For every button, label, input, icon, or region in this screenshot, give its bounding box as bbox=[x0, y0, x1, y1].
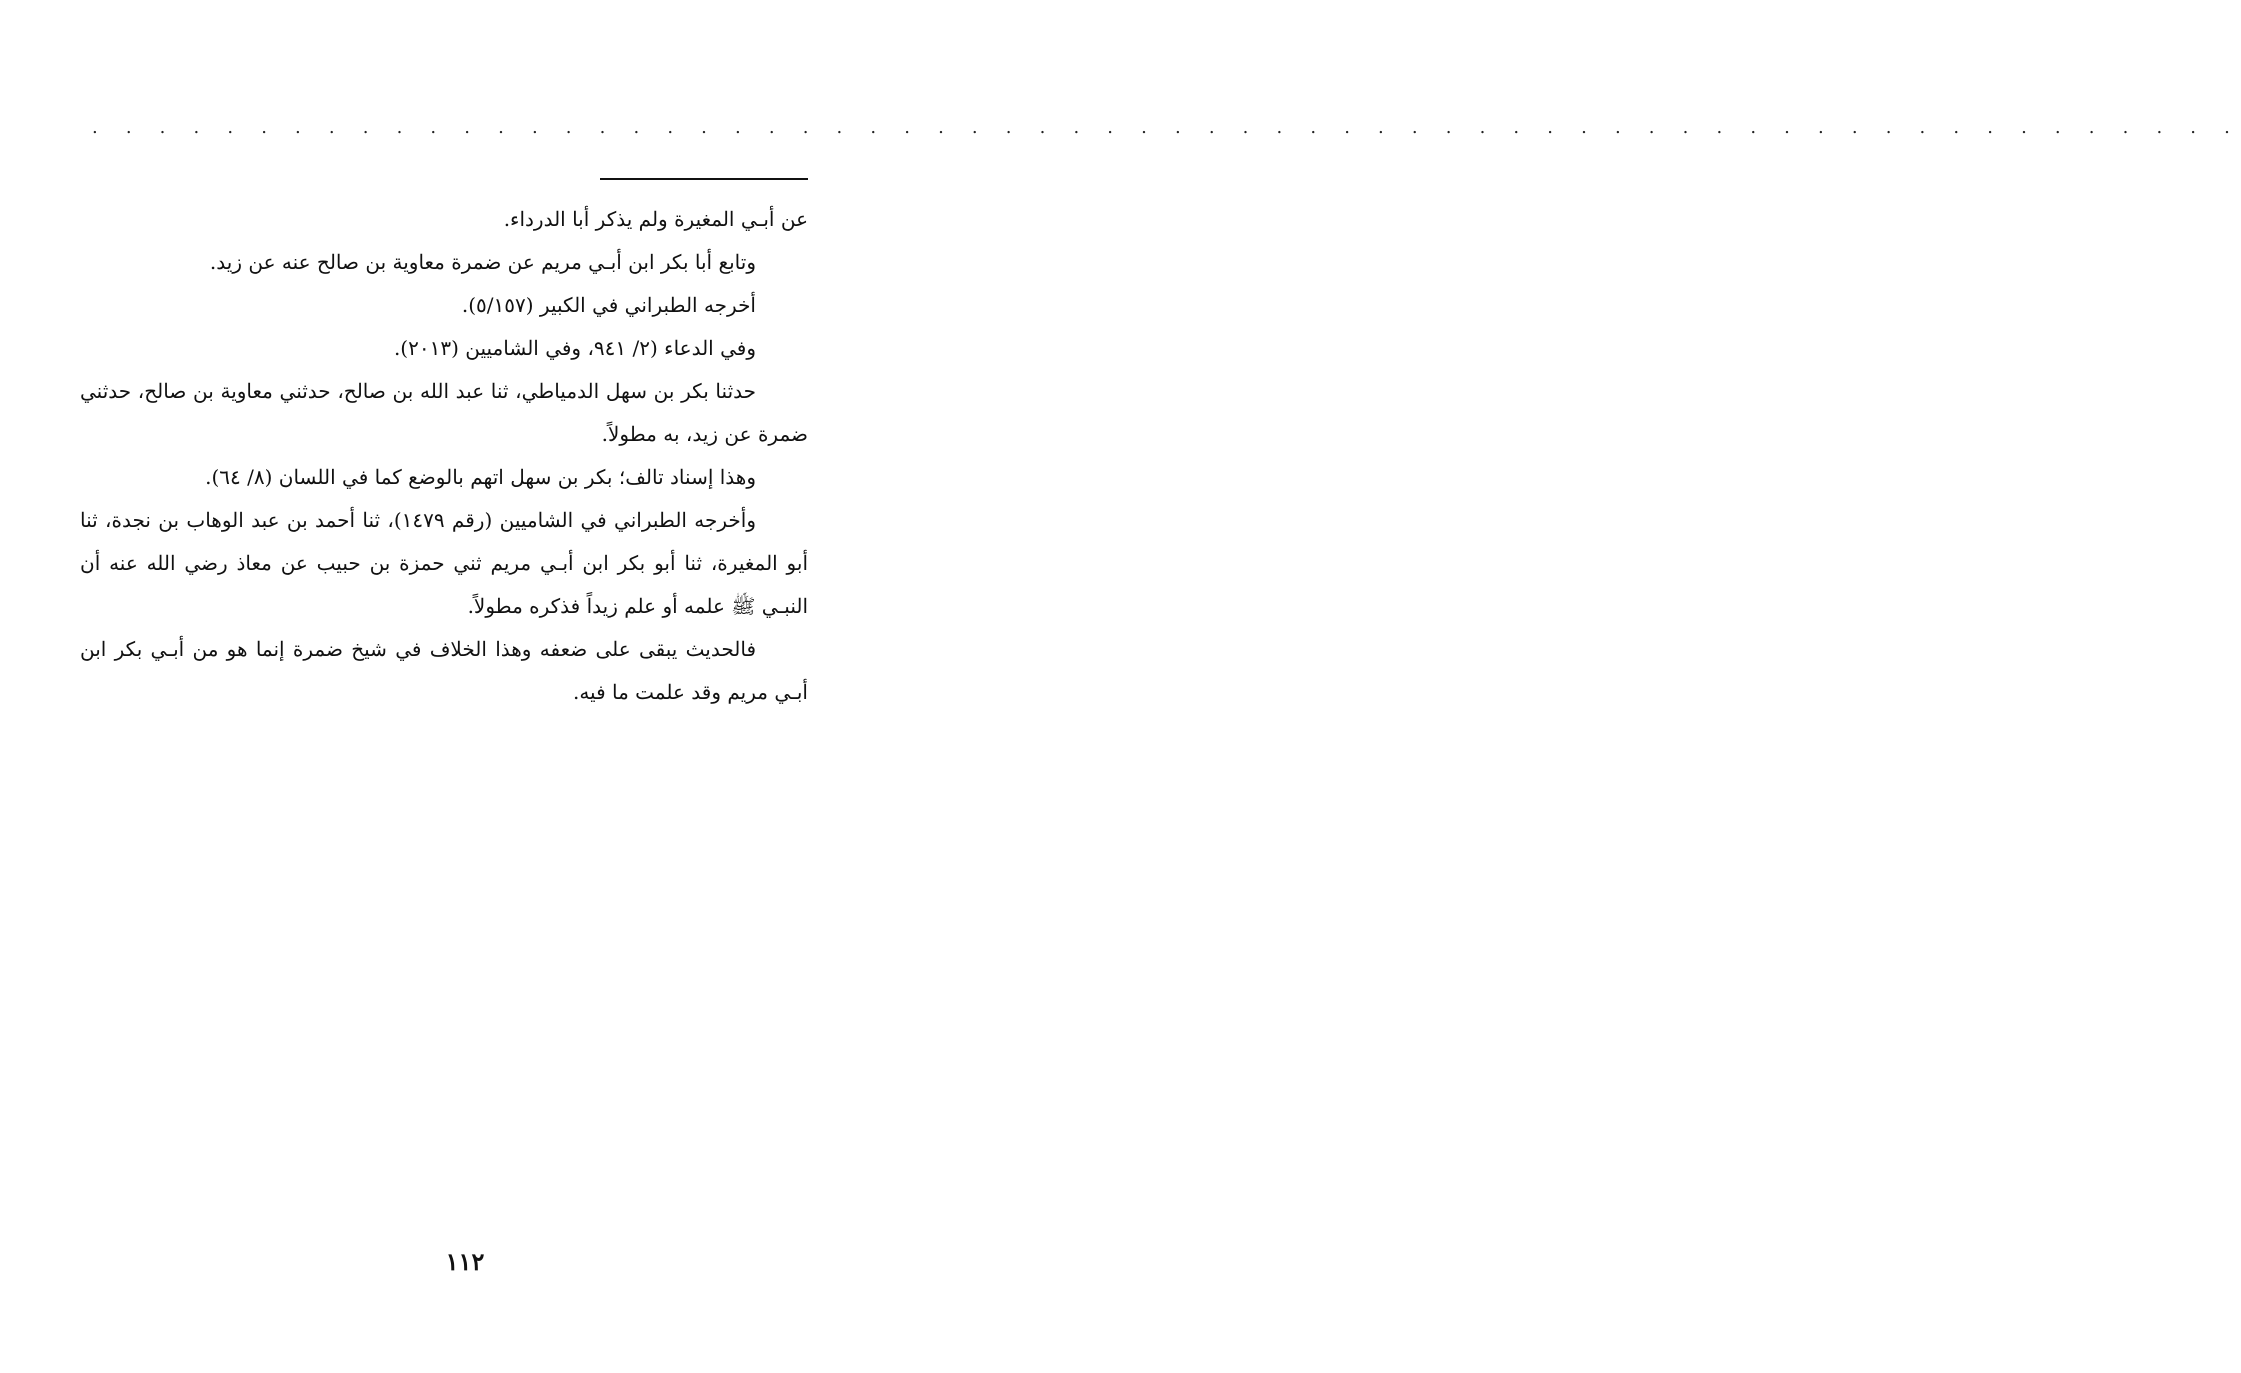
paragraph: وتابع أبا بكر ابن أبـي مريم عن ضمرة معاوية بن صالح عنه عن زيد. bbox=[209, 250, 756, 274]
page-number: ١١٢ bbox=[445, 1247, 485, 1276]
paragraph: حدثنا بكر بن سهل الدمياطي، ثنا عبد الله بن صالح، حدثني معاوية بن صالح، حدثني ضمرة عن زيد، به مطولاً. bbox=[80, 379, 808, 446]
footnote-rule bbox=[600, 178, 808, 180]
paragraph: وأخرجه الطبراني في الشاميين (رقم ١٤٧٩)، ثنا أحمد بن عبد الوهاب بن نجدة، ثنا أبو المغيرة، ثنا أبو بكر ابن أبـي مريم ثني حمزة بن حبيب عن معاذ رضي الله عنه أن النبـي ﷺ علمه أو علم زيداً فذكره مطولاً. bbox=[80, 508, 808, 618]
paragraph: فالحديث يبقى على ضعفه وهذا الخلاف في شيخ ضمرة إنما هو من أبـي بكر ابن أبـي مريم وقد علمت ما فيه. bbox=[80, 637, 808, 704]
separator-dotted-line: . . . . . . . . . . . . . . . . . . . . . . . . . . . . . . . . . . . . . . . . . . . . . . . . . . . . . . . . . . . . . . . . bbox=[92, 117, 2241, 138]
main-text-block bbox=[80, 198, 808, 714]
paragraph: وفي الدعاء (٢/ ٩٤١، وفي الشاميين (٢٠١٣). bbox=[393, 336, 756, 360]
paragraph: وهذا إسناد تالف؛ بكر بن سهل اتهم بالوضع كما في اللسان (٨/ ٦٤). bbox=[205, 465, 756, 489]
paragraph: أخرجه الطبراني في الكبير (٥/١٥٧). bbox=[461, 293, 756, 317]
paragraph: عن أبـي المغيرة ولم يذكر أبا الدرداء. bbox=[503, 207, 808, 231]
